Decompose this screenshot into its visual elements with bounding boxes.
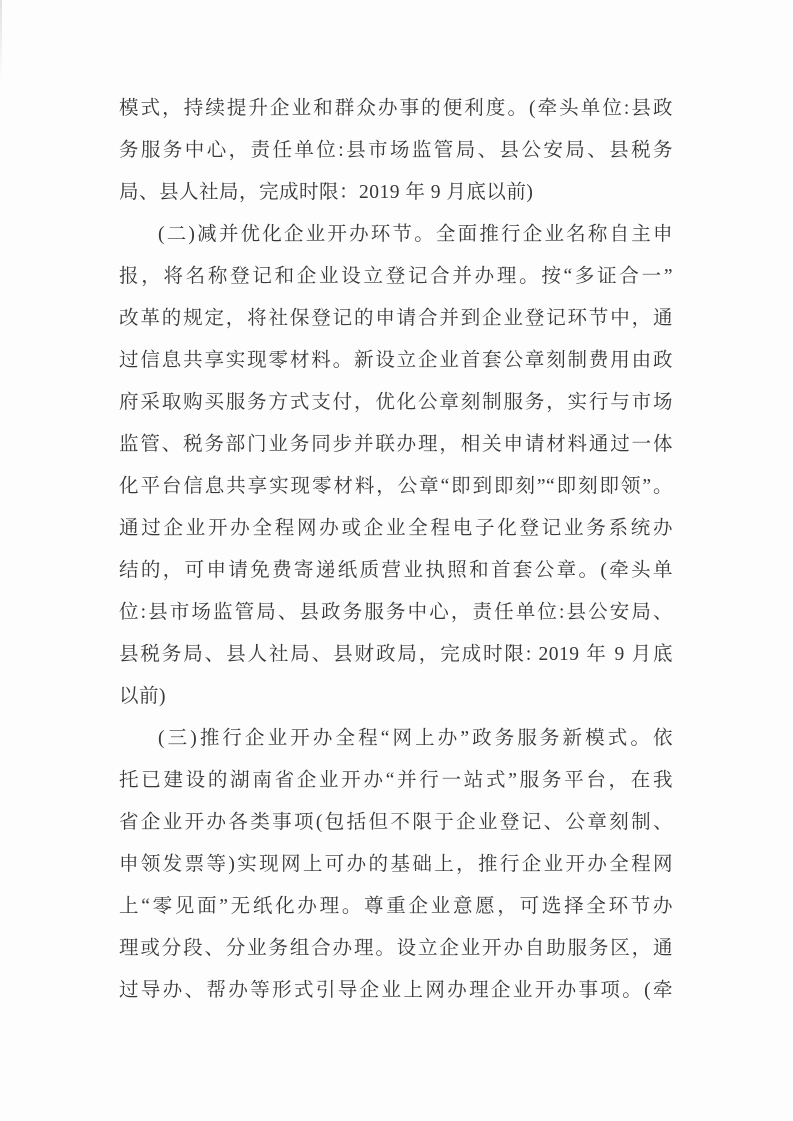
text-line: 局、县人社局，完成时限：2019 年 9 月底以前) <box>119 182 534 203</box>
text-line: 府采取购买服务方式支付，优化公章刻制服务，实行与市场 <box>119 392 673 413</box>
text-line: 通过企业开办全程网办或企业全程电子化登记业务系统办 <box>119 518 673 539</box>
text-line: (三)推行企业开办全程“网上办”政务服务新模式。依 <box>158 728 673 749</box>
text-line: 申领发票等)实现网上可办的基础上，推行企业开办全程网 <box>119 854 673 875</box>
text-line: (二)减并优化企业开办环节。全面推行企业名称自主申 <box>158 224 673 245</box>
text-line: 结的，可申请免费寄递纸质营业执照和首套公章。(牵头单 <box>119 560 673 581</box>
document-body <box>119 88 673 1012</box>
text-line: 理或分段、分业务组合办理。设立企业开办自助服务区，通 <box>119 938 673 959</box>
text-line: 模式，持续提升企业和群众办事的便利度。(牵头单位:县政 <box>119 98 673 119</box>
text-line: 省企业开办各类事项(包括但不限于企业登记、公章刻制、 <box>119 812 673 833</box>
text-line: 化平台信息共享实现零材料，公章“即到即刻”“即刻即领”。 <box>119 476 673 497</box>
text-line: 监管、税务部门业务同步并联办理，相关申请材料通过一体 <box>119 434 673 455</box>
paragraph-2 <box>119 214 673 718</box>
text-line: 以前) <box>119 686 166 707</box>
text-line: 县税务局、县人社局、县财政局，完成时限: 2019 年 9 月底 <box>119 644 673 665</box>
paragraph-3 <box>119 718 673 1012</box>
text-line: 过导办、帮办等形式引导企业上网办理企业开办事项。(牵 <box>119 980 673 1001</box>
text-line: 报，将名称登记和企业设立登记合并办理。按“多证合一” <box>119 266 673 287</box>
paragraph-1 <box>119 88 673 214</box>
text-line: 务服务中心，责任单位:县市场监管局、县公安局、县税务 <box>119 140 673 161</box>
text-line: 上“零见面”无纸化办理。尊重企业意愿，可选择全环节办 <box>119 896 673 917</box>
scan-edge-artifact <box>0 0 2 80</box>
text-line: 托已建设的湖南省企业开办“并行一站式”服务平台，在我 <box>119 770 673 791</box>
text-line: 位:县市场监管局、县政务服务中心，责任单位:县公安局、 <box>119 602 673 623</box>
text-line: 过信息共享实现零材料。新设立企业首套公章刻制费用由政 <box>119 350 673 371</box>
text-line: 改革的规定，将社保登记的申请合并到企业登记环节中，通 <box>119 308 673 329</box>
